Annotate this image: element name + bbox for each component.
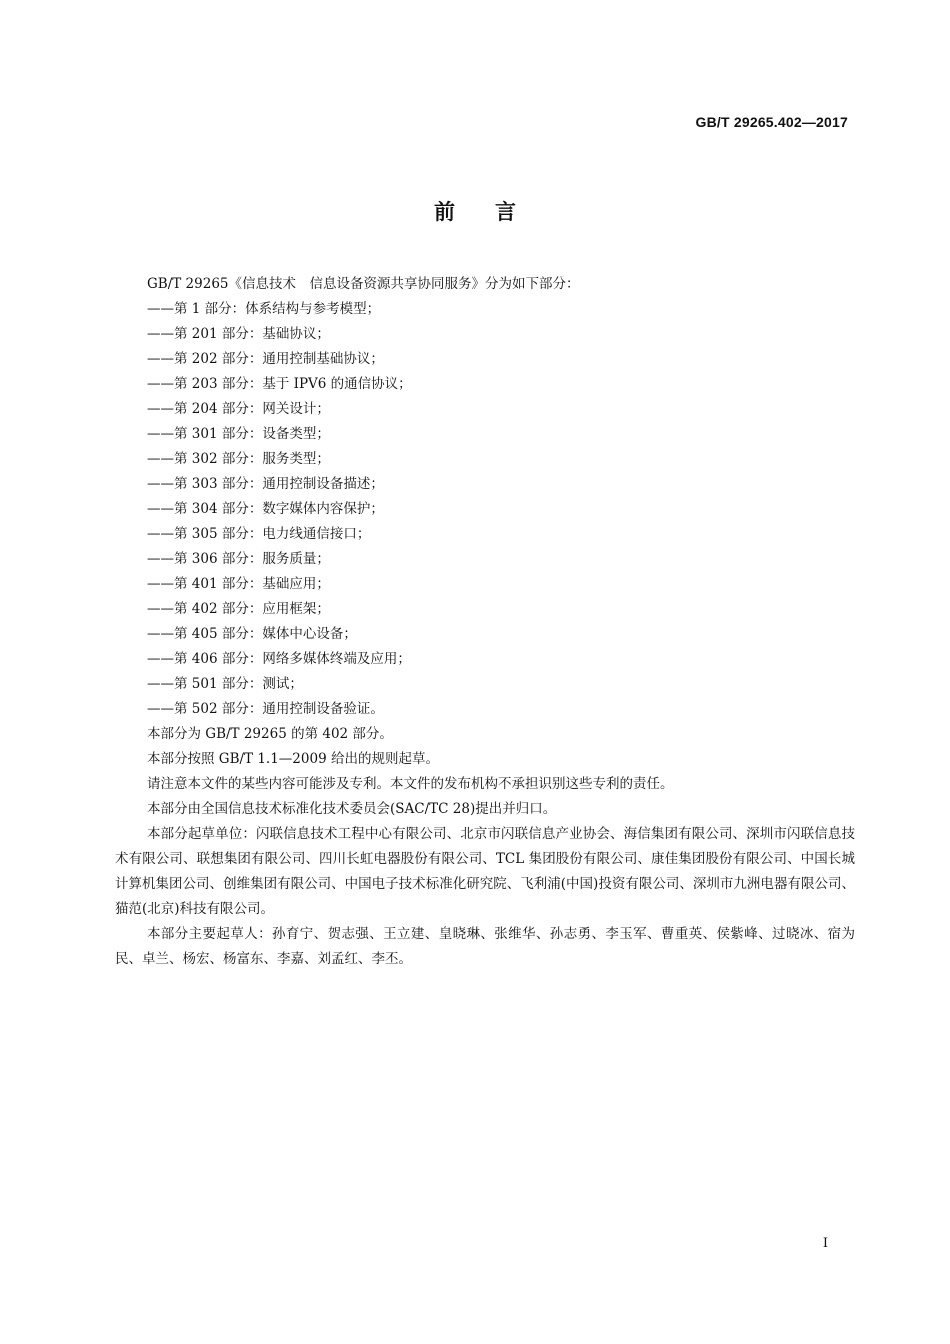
page-title: 前言 <box>434 200 556 224</box>
foreword-body <box>115 272 855 972</box>
list-item: ——第 301 部分：设备类型； <box>147 426 330 442</box>
list-item: ——第 302 部分：服务类型； <box>147 451 330 467</box>
list-item: ——第 203 部分：基于 IPV6 的通信协议； <box>147 376 412 392</box>
list-item: ——第 501 部分：测试； <box>147 676 303 692</box>
list-item: ——第 1 部分：体系结构与参考模型； <box>147 301 381 317</box>
list-item: ——第 204 部分：网关设计； <box>147 401 330 417</box>
proposed-by-paragraph: 本部分由全国信息技术标准化技术委员会(SAC/TC 28)提出并归口。 <box>147 801 557 817</box>
standard-code: GB/T 29265.402—2017 <box>695 114 848 130</box>
list-item: ——第 406 部分：网络多媒体终端及应用； <box>147 651 411 667</box>
drafting-rules-paragraph: 本部分按照 GB/T 1.1—2009 给出的规则起草。 <box>147 751 439 767</box>
list-item: ——第 401 部分：基础应用； <box>147 576 330 592</box>
list-item: ——第 402 部分：应用框架； <box>147 601 330 617</box>
part-of-paragraph: 本部分为 GB/T 29265 的第 402 部分。 <box>147 726 393 742</box>
list-item: ——第 502 部分：通用控制设备验证。 <box>147 701 384 717</box>
list-item: ——第 304 部分：数字媒体内容保护； <box>147 501 384 517</box>
intro-paragraph: GB/T 29265《信息技术 信息设备资源共享协同服务》分为如下部分： <box>147 276 580 292</box>
list-item: ——第 201 部分：基础协议； <box>147 326 330 342</box>
list-item: ——第 202 部分：通用控制基础协议； <box>147 351 384 367</box>
list-item: ——第 305 部分：电力线通信接口； <box>147 526 371 542</box>
patent-notice-paragraph: 请注意本文件的某些内容可能涉及专利。本文件的发布机构不承担识别这些专利的责任。 <box>147 776 674 792</box>
list-item: ——第 303 部分：通用控制设备描述； <box>147 476 384 492</box>
drafting-units-paragraph: 本部分起草单位：闪联信息技术工程中心有限公司、北京市闪联信息产业协会、海信集团有限公司、深圳市闪联信息技术有限公司、联想集团有限公司、四川长虹电器股份有限公司、TCL 集团股份有限公司、康佳集团股份有限公司、中国长城计算机集团公司、创维集团有限公司、中国电子技术标准化研究院、飞利浦(中国)投资有限公司、深圳市九洲电器有限公司、猫范(北京)科技有限公司。 <box>115 826 855 917</box>
list-item: ——第 306 部分：服务质量； <box>147 551 330 567</box>
page-number: I <box>822 1236 828 1251</box>
drafters-paragraph: 本部分主要起草人：孙育宁、贺志强、王立建、皇晓琳、张维华、孙志勇、李玉军、曹重英、侯紫峰、过晓冰、宿为民、卓兰、杨宏、杨富东、李嘉、刘孟红、李丕。 <box>115 926 855 967</box>
list-item: ——第 405 部分：媒体中心设备； <box>147 626 357 642</box>
